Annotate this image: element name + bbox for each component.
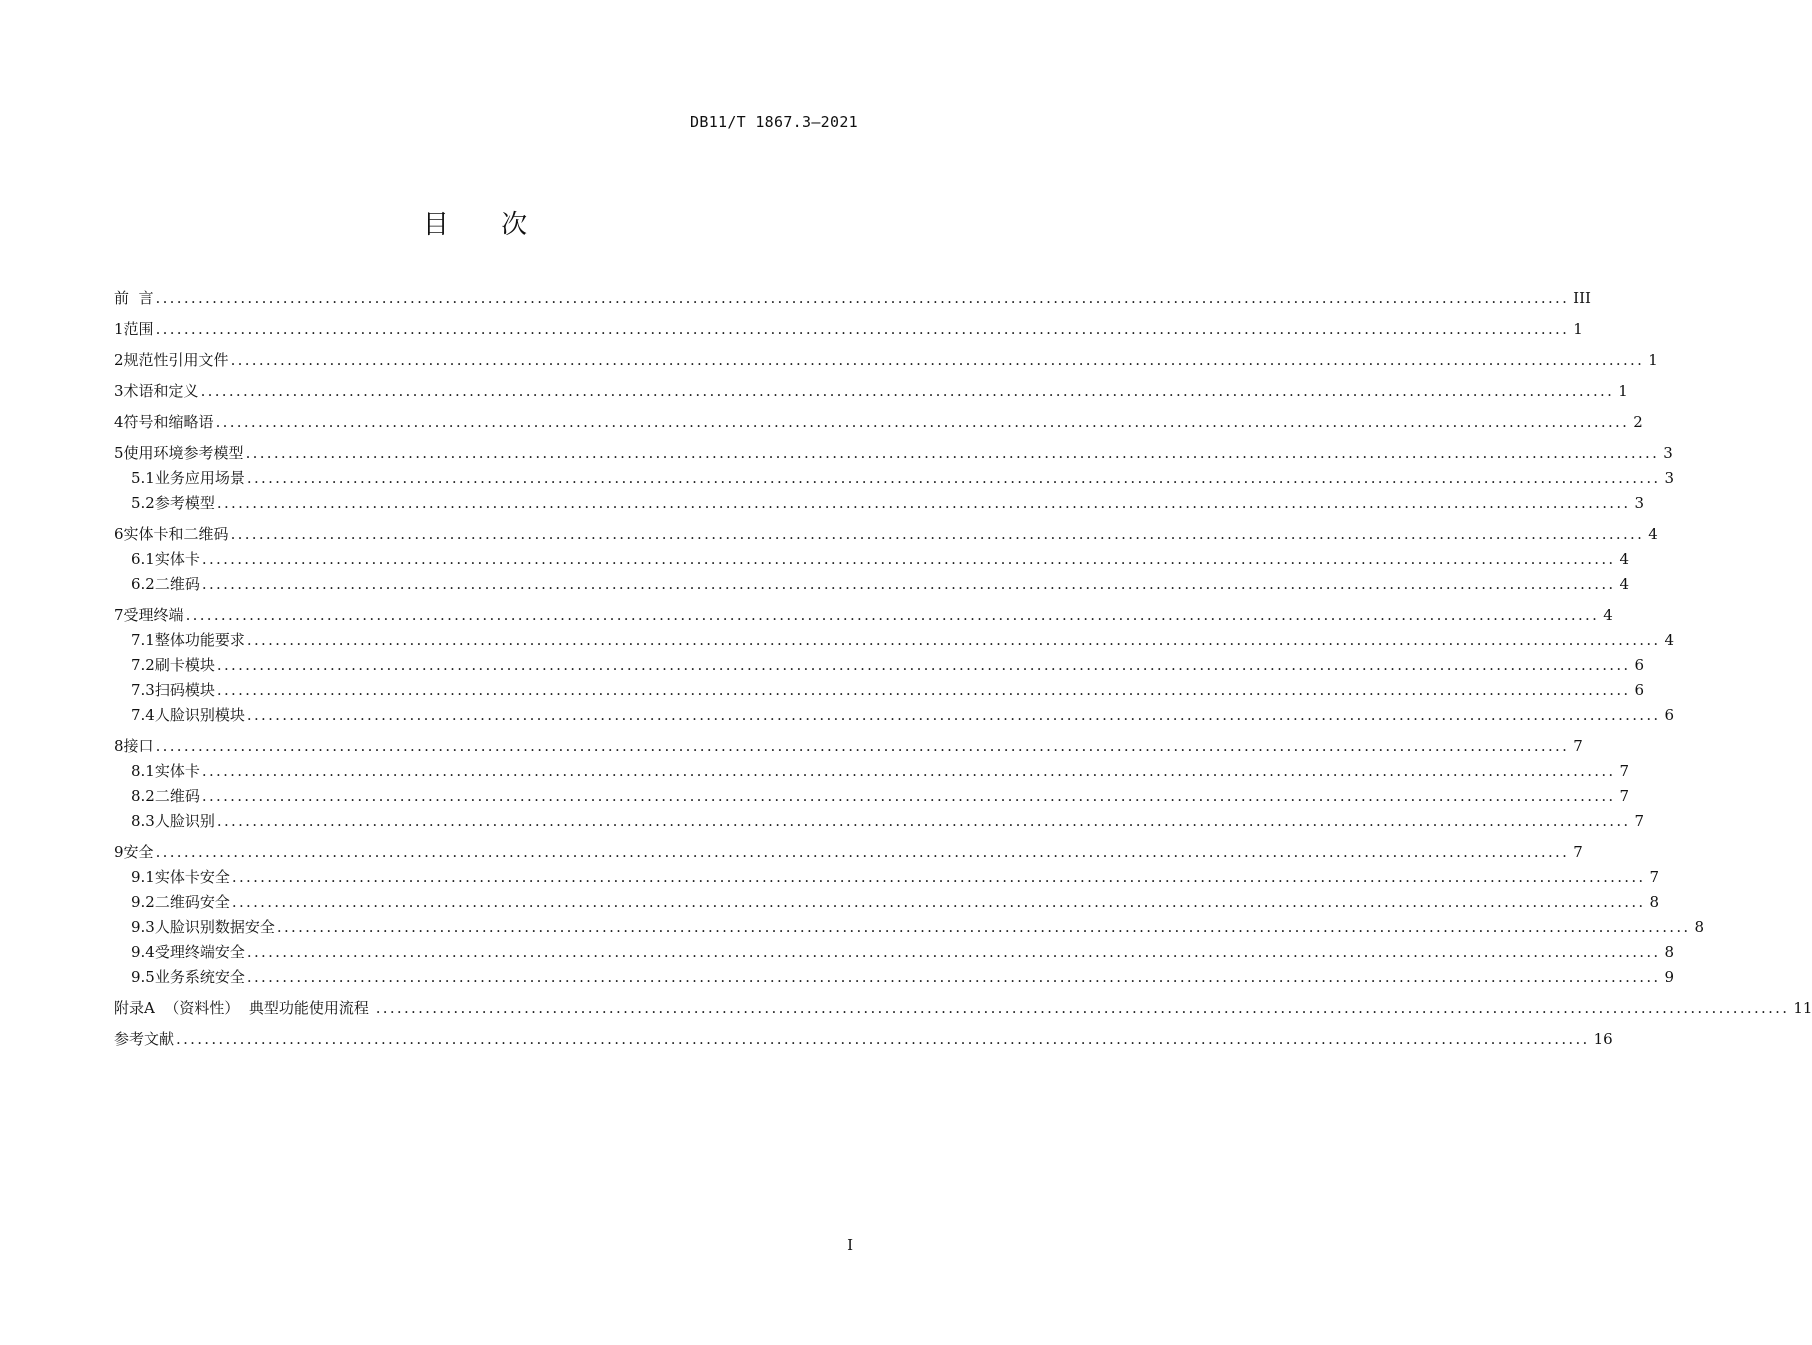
toc-entry[interactable]: [114, 784, 1630, 809]
toc-entry-label: 受理终端安全: [154, 943, 245, 961]
toc-entry-number: 5.2: [131, 494, 155, 512]
toc-entry-page: 8: [1664, 943, 1675, 961]
toc-entry-number: 9.2: [131, 893, 155, 911]
toc-dot-leader: ........................................................................................................................................................................................................: [231, 893, 1646, 911]
toc-dot-leader: ........................................................................................................................................................................................................: [230, 351, 1645, 369]
toc-entry-label: 人脸识别数据安全: [154, 918, 275, 936]
toc-entry[interactable]: [114, 759, 1630, 784]
toc-entry[interactable]: [114, 286, 1591, 311]
toc-entry[interactable]: [114, 840, 1583, 865]
toc-entry-number: 2: [114, 351, 124, 369]
toc-dot-leader: ........................................................................................................................................................................................................: [201, 575, 1616, 593]
toc-entry[interactable]: [114, 996, 1812, 1021]
toc-entry-page: III: [1573, 289, 1591, 307]
toc-dot-leader: ........................................................................................................................................................................................................: [155, 737, 1570, 755]
toc-entry-label: 整体功能要求: [154, 631, 245, 649]
toc-entry-page: 3: [1664, 469, 1675, 487]
toc-dot-leader: ........................................................................................................................................................................................................: [155, 843, 1570, 861]
toc-entry-number: 1: [114, 320, 124, 338]
toc-dot-leader: ........................................................................................................................................................................................................: [215, 413, 1630, 431]
toc-entry-label: 范围: [123, 320, 154, 338]
toc-entry-label: 实体卡: [154, 550, 200, 568]
toc-entry[interactable]: [114, 915, 1705, 940]
toc-entry-page: 8: [1694, 918, 1705, 936]
toc-entry-number: 8: [114, 737, 124, 755]
toc-entry[interactable]: [114, 572, 1630, 597]
toc-entry[interactable]: [114, 965, 1675, 990]
toc-entry[interactable]: [114, 547, 1630, 572]
toc-entry-page: 4: [1664, 631, 1675, 649]
toc-dot-leader: ........................................................................................................................................................................................................: [216, 494, 1631, 512]
toc-entry[interactable]: [114, 653, 1645, 678]
toc-entry-page: 6: [1634, 681, 1645, 699]
toc-entry-page: 4: [1603, 606, 1613, 624]
toc-entry-number: 9.3: [131, 918, 155, 936]
table-of-contents: [114, 286, 1812, 1052]
toc-entry[interactable]: [114, 603, 1613, 628]
toc-entry-page: 1: [1573, 320, 1583, 338]
toc-entry-label: 二维码: [154, 575, 200, 593]
toc-entry[interactable]: [114, 865, 1660, 890]
toc-entry-label: 实体卡和二维码: [123, 525, 229, 543]
toc-entry-label: 参考模型: [154, 494, 215, 512]
toc-entry[interactable]: [114, 348, 1658, 373]
toc-entry-label: 符号和缩略语: [123, 413, 214, 431]
toc-entry-page: 3: [1634, 494, 1645, 512]
toc-entry-label: 术语和定义: [123, 382, 199, 400]
toc-entry-page: 7: [1619, 762, 1630, 780]
toc-entry-page: 1: [1648, 351, 1658, 369]
toc-entry-number: 6.1: [131, 550, 155, 568]
toc-entry-page: 16: [1593, 1030, 1613, 1048]
toc-dot-leader: ........................................................................................................................................................................................................: [245, 444, 1660, 462]
toc-entry-page: 11: [1793, 999, 1812, 1017]
toc-dot-leader: ........................................................................................................................................................................................................: [375, 999, 1790, 1017]
page-number: I: [847, 1236, 853, 1254]
toc-dot-leader: ........................................................................................................................................................................................................: [155, 289, 1570, 307]
toc-entry-page: 7: [1619, 787, 1630, 805]
toc-entry-label: 安全: [123, 843, 154, 861]
toc-entry-number: 4: [114, 413, 124, 431]
toc-entry-page: 1: [1618, 382, 1628, 400]
toc-entry-page: 6: [1634, 656, 1645, 674]
document-code: DB11/T 1867.3—2021: [690, 113, 858, 131]
toc-entry-page: 6: [1664, 706, 1675, 724]
toc-entry-number: 9: [114, 843, 124, 861]
toc-entry-number: 5.1: [131, 469, 155, 487]
toc-entry-label: 二维码安全: [154, 893, 230, 911]
toc-entry-label: 业务系统安全: [154, 968, 245, 986]
toc-entry[interactable]: [114, 678, 1645, 703]
toc-entry-label: 业务应用场景: [154, 469, 245, 487]
toc-entry[interactable]: [114, 410, 1643, 435]
toc-entry-number: 9.5: [131, 968, 155, 986]
toc-entry-label: 附录A （资料性） 典型功能使用流程: [114, 999, 374, 1017]
toc-dot-leader: ........................................................................................................................................................................................................: [231, 868, 1646, 886]
toc-dot-leader: ........................................................................................................................................................................................................: [201, 787, 1616, 805]
toc-entry-label: 人脸识别: [154, 812, 215, 830]
toc-entry[interactable]: [114, 703, 1675, 728]
toc-entry-label: 二维码: [154, 787, 200, 805]
toc-entry[interactable]: [114, 491, 1645, 516]
toc-entry-page: 3: [1663, 444, 1673, 462]
toc-entry-page: 7: [1649, 868, 1660, 886]
toc-dot-leader: ........................................................................................................................................................................................................: [230, 525, 1645, 543]
toc-entry-label: 刷卡模块: [154, 656, 215, 674]
toc-entry-page: 7: [1634, 812, 1645, 830]
toc-entry-number: 7.4: [131, 706, 155, 724]
toc-entry-label: 参考文献: [114, 1030, 175, 1048]
toc-entry[interactable]: [114, 466, 1675, 491]
toc-entry[interactable]: [114, 317, 1583, 342]
toc-entry-number: 9.1: [131, 868, 155, 886]
toc-entry-page: 4: [1619, 575, 1630, 593]
toc-entry-number: 9.4: [131, 943, 155, 961]
toc-entry-label: 使用环境参考模型: [123, 444, 244, 462]
toc-entry-number: 7: [114, 606, 124, 624]
toc-entry-number: 7.3: [131, 681, 155, 699]
toc-entry-label: 实体卡安全: [154, 868, 230, 886]
toc-entry[interactable]: [114, 890, 1660, 915]
toc-dot-leader: ........................................................................................................................................................................................................: [246, 943, 1661, 961]
toc-entry-number: 3: [114, 382, 124, 400]
toc-entry[interactable]: [114, 1027, 1613, 1052]
toc-entry[interactable]: [114, 809, 1645, 834]
toc-entry-page: 9: [1664, 968, 1675, 986]
toc-entry-label: 规范性引用文件: [123, 351, 229, 369]
toc-dot-leader: ........................................................................................................................................................................................................: [216, 681, 1631, 699]
page-title: 目 次: [422, 210, 550, 240]
toc-dot-leader: ........................................................................................................................................................................................................: [246, 706, 1661, 724]
toc-entry[interactable]: [114, 379, 1628, 404]
toc-entry-label: 接口: [123, 737, 154, 755]
toc-entry-number: 5: [114, 444, 124, 462]
toc-entry-number: 7.1: [131, 631, 155, 649]
toc-entry-number: 8.1: [131, 762, 155, 780]
toc-entry-label: 受理终端: [123, 606, 184, 624]
toc-entry-page: 4: [1648, 525, 1658, 543]
toc-entry[interactable]: [114, 734, 1583, 759]
toc-entry-number: 6.2: [131, 575, 155, 593]
toc-dot-leader: ........................................................................................................................................................................................................: [246, 469, 1661, 487]
toc-entry-number: 8.3: [131, 812, 155, 830]
toc-dot-leader: ........................................................................................................................................................................................................: [201, 762, 1616, 780]
toc-dot-leader: ........................................................................................................................................................................................................: [185, 606, 1600, 624]
toc-entry[interactable]: [114, 441, 1673, 466]
toc-entry-label: 前 言: [114, 289, 154, 307]
toc-entry-page: 7: [1573, 843, 1583, 861]
toc-entry-number: 6: [114, 525, 124, 543]
toc-entry-number: 7.2: [131, 656, 155, 674]
toc-dot-leader: ........................................................................................................................................................................................................: [201, 550, 1616, 568]
toc-entry-page: 4: [1619, 550, 1630, 568]
toc-entry-page: 7: [1573, 737, 1583, 755]
toc-entry-label: 扫码模块: [154, 681, 215, 699]
toc-dot-leader: ........................................................................................................................................................................................................: [155, 320, 1570, 338]
toc-dot-leader: ........................................................................................................................................................................................................: [216, 812, 1631, 830]
toc-entry[interactable]: [114, 628, 1675, 653]
toc-dot-leader: ........................................................................................................................................................................................................: [176, 1030, 1590, 1048]
toc-dot-leader: ........................................................................................................................................................................................................: [216, 656, 1631, 674]
toc-dot-leader: ........................................................................................................................................................................................................: [246, 631, 1661, 649]
toc-dot-leader: ........................................................................................................................................................................................................: [276, 918, 1691, 936]
toc-entry-label: 人脸识别模块: [154, 706, 245, 724]
toc-dot-leader: ........................................................................................................................................................................................................: [200, 382, 1615, 400]
toc-entry-page: 8: [1649, 893, 1660, 911]
toc-entry-number: 8.2: [131, 787, 155, 805]
toc-dot-leader: ........................................................................................................................................................................................................: [246, 968, 1661, 986]
toc-entry[interactable]: [114, 940, 1675, 965]
toc-entry-label: 实体卡: [154, 762, 200, 780]
toc-entry-page: 2: [1633, 413, 1643, 431]
toc-entry[interactable]: [114, 522, 1658, 547]
